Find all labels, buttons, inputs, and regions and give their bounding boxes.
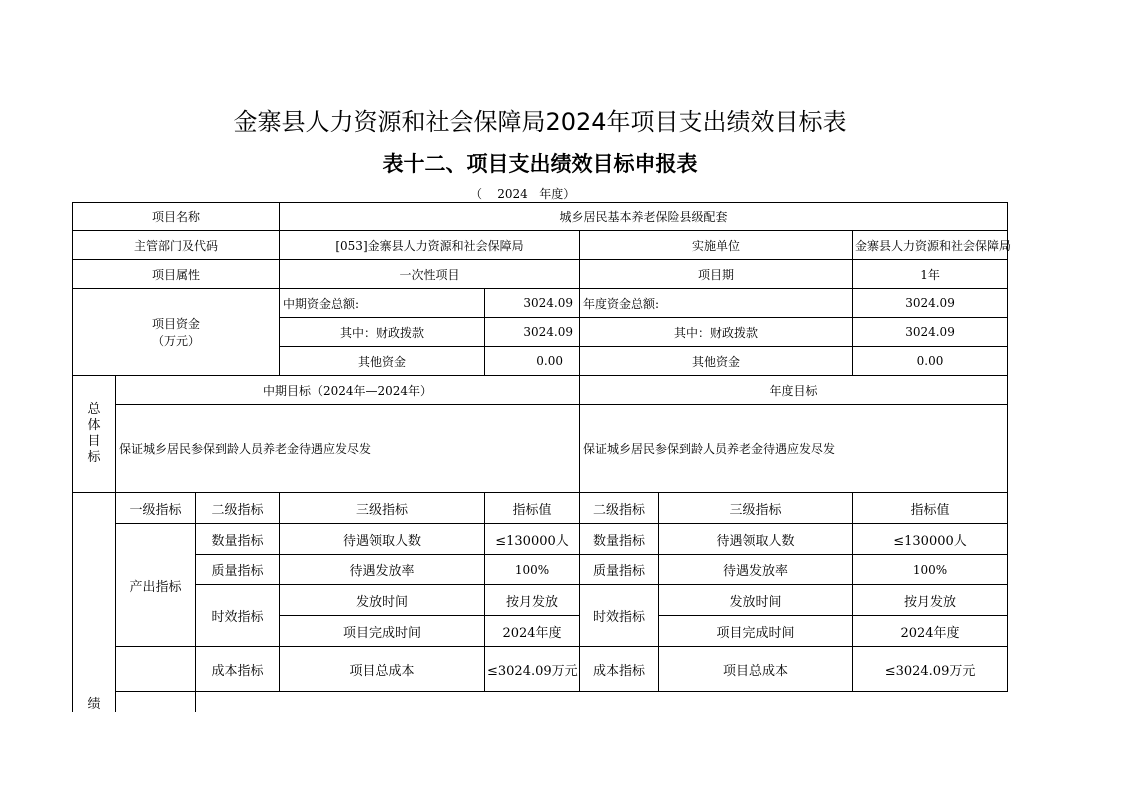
quantity-level2-annual: 数量指标 <box>580 524 659 555</box>
timeliness-level2-annual: 时效指标 <box>580 585 659 647</box>
timeliness-2-level3: 项目完成时间 <box>280 616 485 647</box>
period-value: 1年 <box>853 260 1008 289</box>
annual-fiscal-value: 3024.09 <box>853 318 1008 347</box>
row-attribute <box>73 260 1008 289</box>
mid-other-value: 0.00 <box>485 347 580 376</box>
row-timeliness-1 <box>73 585 1008 616</box>
row-indicator-headers <box>73 493 1008 524</box>
quality-level3: 待遇发放率 <box>280 555 485 585</box>
quality-value-annual: 100% <box>853 555 1008 585</box>
department-label: 主管部门及代码 <box>73 231 280 260</box>
quantity-level3-annual: 待遇领取人数 <box>659 524 853 555</box>
attribute-value: 一次性项目 <box>280 260 580 289</box>
quality-level2-annual: 质量指标 <box>580 555 659 585</box>
row-department <box>73 231 1008 260</box>
mid-other-label: 其他资金 <box>280 347 485 376</box>
quality-level3-annual: 待遇发放率 <box>659 555 853 585</box>
annual-other-value: 0.00 <box>853 347 1008 376</box>
department-value: [053]金寨县人力资源和社会保障局 <box>280 231 580 260</box>
cost-level3: 项目总成本 <box>280 647 485 692</box>
annual-fiscal-label: 其中：财政拨款 <box>580 318 853 347</box>
header-level1: 一级指标 <box>116 493 196 524</box>
timeliness-1-value: 按月发放 <box>485 585 580 616</box>
output-indicator-label: 产出指标 <box>116 524 196 647</box>
funds-label-line2: （万元） <box>151 334 200 348</box>
cost-value: ≤3024.09万元 <box>485 647 580 692</box>
performance-target-table <box>72 202 1012 712</box>
impl-unit-value: 金寨县人力资源和社会保障局 <box>853 231 1008 260</box>
header-level3-annual: 三级指标 <box>659 493 853 524</box>
form-subtitle: 表十二、项目支出绩效目标申报表 <box>382 152 698 176</box>
mid-total-value: 3024.09 <box>485 289 580 318</box>
row-goal-text <box>73 405 1008 493</box>
annual-goal-text: 保证城乡居民参保到龄人员养老金待遇应发尽发 <box>580 405 1008 493</box>
header-level2-annual: 二级指标 <box>580 493 659 524</box>
cutoff-cell <box>116 692 196 712</box>
mid-goal-text: 保证城乡居民参保到龄人员养老金待遇应发尽发 <box>116 405 580 493</box>
timeliness-2-value-annual: 2024年度 <box>853 616 1008 647</box>
output-label-continuation <box>116 647 196 692</box>
project-name-value: 城乡居民基本养老保险县级配套 <box>280 203 1008 231</box>
timeliness-2-level3-annual: 项目完成时间 <box>659 616 853 647</box>
row-cutoff <box>73 692 1008 712</box>
cost-value-annual: ≤3024.09万元 <box>853 647 1008 692</box>
mid-fiscal-label: 其中：财政拨款 <box>280 318 485 347</box>
quantity-level2: 数量指标 <box>196 524 280 555</box>
performance-indicator-label: 绩 <box>73 493 116 712</box>
form-sheet <box>72 202 1012 712</box>
annual-total-value: 3024.09 <box>853 289 1008 318</box>
mid-goal-header: 中期目标（2024年—2024年） <box>116 376 580 405</box>
funds-label-line1: 项目资金 <box>151 317 200 331</box>
timeliness-2-value: 2024年度 <box>485 616 580 647</box>
project-name-label: 项目名称 <box>73 203 280 231</box>
cost-level3-annual: 项目总成本 <box>659 647 853 692</box>
cost-level2: 成本指标 <box>196 647 280 692</box>
timeliness-1-level3: 发放时间 <box>280 585 485 616</box>
timeliness-1-value-annual: 按月发放 <box>853 585 1008 616</box>
header-value-annual: 指标值 <box>853 493 1008 524</box>
header-value: 指标值 <box>485 493 580 524</box>
attribute-label: 项目属性 <box>73 260 280 289</box>
annual-total-label: 年度资金总额: <box>580 289 853 318</box>
annual-goal-header: 年度目标 <box>580 376 1008 405</box>
header-level3: 三级指标 <box>280 493 485 524</box>
cutoff-blank <box>196 692 1008 712</box>
cost-level2-annual: 成本指标 <box>580 647 659 692</box>
mid-fiscal-value: 3024.09 <box>485 318 580 347</box>
page-title: 金寨县人力资源和社会保障局2024年项目支出绩效目标表 <box>233 108 847 136</box>
quality-value: 100% <box>485 555 580 585</box>
impl-unit-label: 实施单位 <box>580 231 853 260</box>
row-funds-total <box>73 289 1008 318</box>
header-level2: 二级指标 <box>196 493 280 524</box>
funds-label <box>73 289 280 376</box>
row-cost <box>73 647 1008 692</box>
row-goal-headers <box>73 376 1008 405</box>
quality-level2: 质量指标 <box>196 555 280 585</box>
quantity-level3: 待遇领取人数 <box>280 524 485 555</box>
row-quantity <box>73 524 1008 555</box>
row-project-name <box>73 203 1008 231</box>
year-line: （ 2024 年度） <box>470 187 576 201</box>
mid-total-label: 中期资金总额: <box>280 289 485 318</box>
timeliness-1-level3-annual: 发放时间 <box>659 585 853 616</box>
timeliness-level2: 时效指标 <box>196 585 280 647</box>
overall-goal-label: 总体目标 <box>73 376 116 493</box>
quantity-value-annual: ≤130000人 <box>853 524 1008 555</box>
quantity-value: ≤130000人 <box>485 524 580 555</box>
period-label: 项目期 <box>580 260 853 289</box>
row-quality <box>73 555 1008 585</box>
annual-other-label: 其他资金 <box>580 347 853 376</box>
